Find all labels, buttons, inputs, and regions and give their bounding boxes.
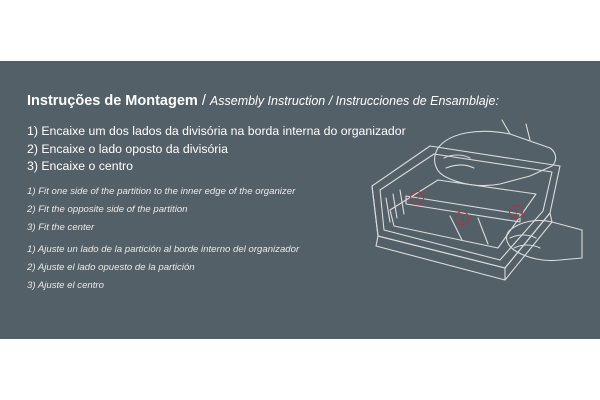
marker-1-label: 1 (513, 207, 519, 218)
marker-3-label: 3 (459, 213, 465, 224)
steps-portuguese (27, 123, 406, 176)
upper-hand-fingers (444, 120, 530, 168)
title-portuguese: Instruções de Montagem (27, 93, 198, 109)
step-pt-2: 2) Encaixe o lado oposto da divisória (27, 141, 228, 156)
step-es-2: 2) Ajuste el lado opuesto de la partición (27, 262, 195, 273)
page-title (27, 93, 499, 109)
tray-ribs (386, 190, 404, 222)
step-en-3: 3) Fit the center (27, 222, 95, 233)
organizer-illustration (360, 118, 585, 288)
title-other-languages: Assembly Instruction / Instrucciones de Ensamblaje: (209, 94, 499, 108)
step-en-2: 2) Fit the opposite side of the partition (27, 204, 188, 215)
steps-english (27, 183, 295, 237)
step-pt-1: 1) Encaixe um dos lados da divisória na borda interna do organizador (27, 124, 406, 138)
step-pt-3: 3) Encaixe o centro (27, 159, 133, 173)
tray-outline (372, 146, 560, 268)
step-es-3: 3) Ajuste el centro (27, 280, 104, 291)
marker-2-label: 2 (414, 193, 420, 204)
step-en-1: 1) Fit one side of the partition to the inner edge of the organizer (27, 186, 296, 197)
steps-spanish (27, 241, 299, 295)
upper-hand (435, 131, 556, 185)
title-separator: / (201, 93, 206, 109)
step-es-1: 1) Ajuste un lado de la partición al borde interno del organizador (27, 244, 300, 255)
tray-front-edge (372, 186, 505, 280)
